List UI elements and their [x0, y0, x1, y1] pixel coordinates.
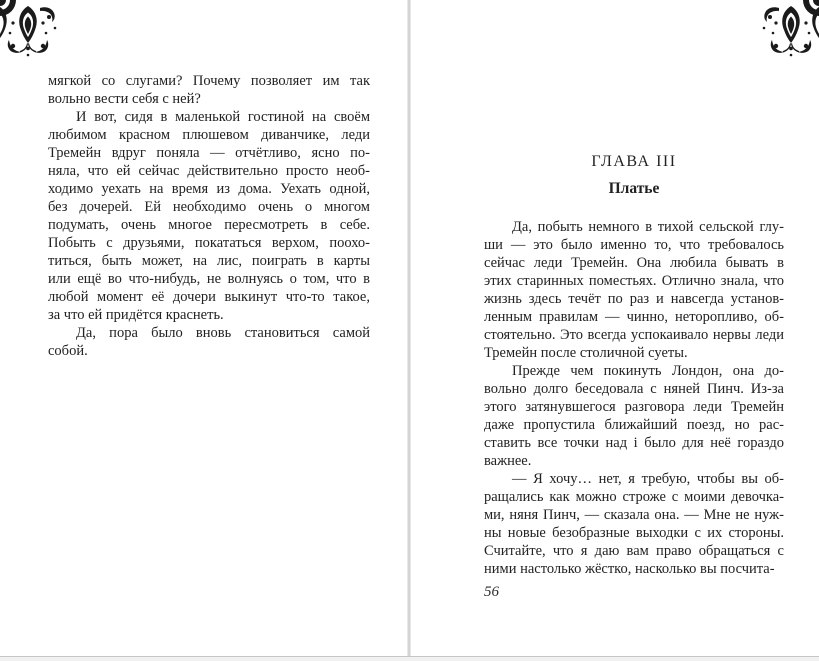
- chapter-header: [484, 153, 784, 198]
- text-line: И вот, сидя в маленькой гостиной на своём: [76, 109, 370, 125]
- text-line: няла, что ей сейчас действительно просто необ-: [48, 163, 370, 179]
- text-line: этого затянувшегося разговора леди Тремейн: [484, 399, 784, 415]
- right-page-text: [484, 218, 784, 578]
- text-line: даже пропустила ближайший поезд, но рас-: [484, 417, 784, 433]
- text-line: Тремейн вдруг поняла — отчётливо, ясно по-: [48, 145, 370, 161]
- text-line: любимом красном плюшевом диванчике, леди: [48, 127, 370, 143]
- text-line: ними настолько жёстко, насколько вы посчита-: [484, 561, 775, 577]
- text-line: ращались как можно строже с моими девочка-: [484, 489, 784, 505]
- left-page-text: [48, 72, 370, 360]
- text-line: любой момент её дочери выкинут что-то такое,: [48, 289, 370, 305]
- text-line: ходимо уехать на время из дома. Уехать одной,: [48, 181, 370, 197]
- text-line: собой.: [48, 343, 88, 359]
- text-line: вольно долго беседовала с няней Пинч. Из-за: [484, 381, 784, 397]
- text-line: жизнь здесь течёт по раз и навсегда установ-: [484, 291, 784, 307]
- page-number: 56: [484, 584, 499, 600]
- text-line: ставить все точки над i было для неё гораздо: [484, 435, 784, 451]
- text-line: за что ей придётся краснеть.: [48, 307, 224, 323]
- text-line: важнее.: [484, 453, 532, 469]
- text-line: или ещё во что-нибудь, не волнуясь о том, что в: [48, 271, 370, 287]
- text-line: этих старинных поместьях. Отлично знала, что: [484, 273, 784, 289]
- page-bottom-edge: [0, 656, 819, 661]
- text-line: стоятельно. Это всегда успокаивало нервы леди: [484, 327, 784, 343]
- text-line: мягкой со слугами? Почему позволяет им так: [48, 73, 370, 89]
- text-line: Считайте, что я даю вам право обращаться с: [484, 543, 784, 559]
- text-line: вольно вести себя с ней?: [48, 91, 201, 107]
- book-page-left[interactable]: [0, 0, 408, 656]
- chapter-heading: ГЛАВА III: [591, 153, 677, 170]
- text-line: Да, пора было вновь становиться самой: [76, 325, 370, 341]
- text-line: ши — это было именно то, что требовалось: [484, 237, 784, 253]
- text-line: титься, быть может, на лис, поиграть в карты: [48, 253, 370, 269]
- page-gutter-divider: [407, 0, 411, 656]
- text-line: Прежде чем покинуть Лондон, она до-: [512, 363, 784, 379]
- chapter-title: Платье: [608, 180, 660, 197]
- text-line: ми, няня Пинч, — сказала она. — Мне не нуж-: [484, 507, 784, 523]
- text-line: — Я хочу… нет, я требую, чтобы вы об-: [512, 471, 784, 487]
- text-line: ленным правилам — чинно, неторопливо, об-: [484, 309, 784, 325]
- text-line: Побыть с друзьями, покататься верхом, поохо-: [48, 235, 370, 251]
- damask-corner-ornament-icon: [0, 0, 60, 60]
- book-page-right[interactable]: [411, 0, 819, 656]
- text-line: Тремейн после столичной суеты.: [484, 345, 688, 361]
- damask-corner-ornament-icon: [759, 0, 819, 60]
- text-line: подумать, очень многое пересмотреть в себе.: [48, 217, 370, 233]
- text-line: Да, побыть немного в тихой сельской глу-: [512, 219, 784, 235]
- text-line: без дочерей. Ей необходимо очень о многом: [48, 199, 370, 215]
- text-line: сейчас леди Тремейн. Она любила бывать в: [484, 255, 784, 271]
- text-line: ны новые безобразные выходки с их стороны.: [484, 525, 784, 541]
